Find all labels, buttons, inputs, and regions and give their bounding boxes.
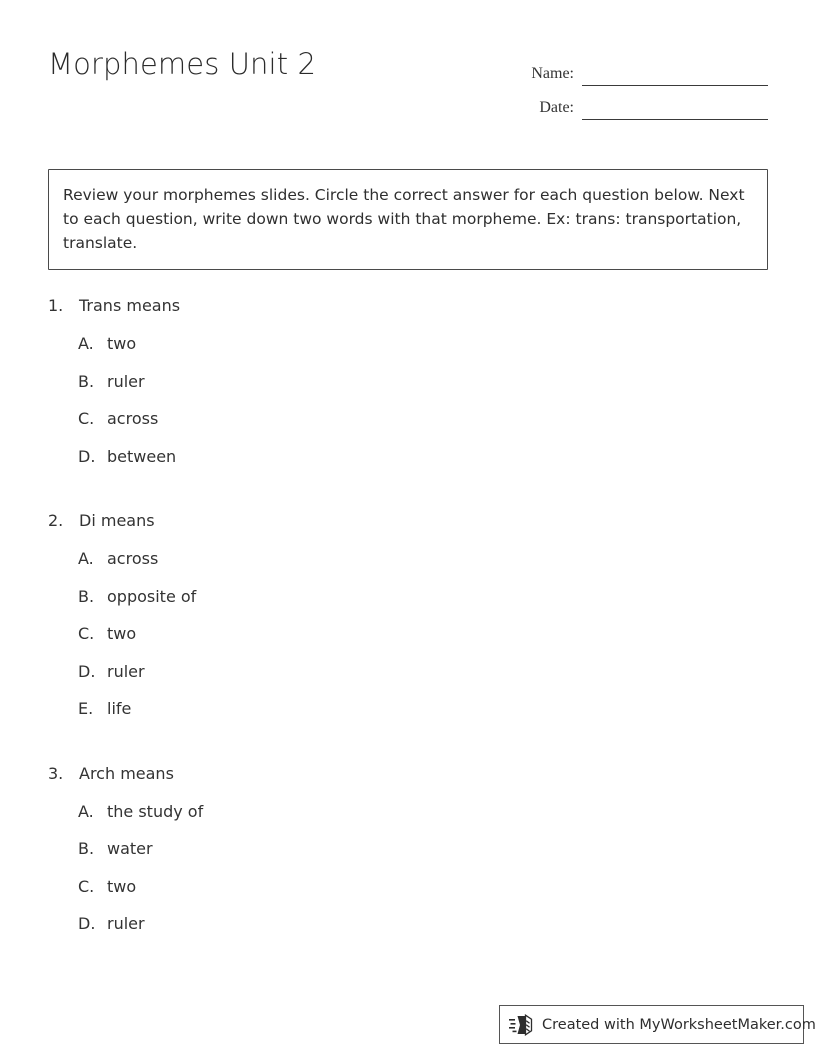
option-text: the study of: [107, 801, 204, 821]
option-text: across: [107, 549, 159, 568]
answer-option[interactable]: [48, 548, 768, 586]
worksheet-maker-logo-icon: [509, 1014, 535, 1036]
option-letter: C.: [78, 876, 95, 896]
option-text: opposite of: [107, 586, 197, 606]
answer-option[interactable]: [48, 333, 768, 371]
name-input-line[interactable]: [582, 65, 768, 86]
date-field-label: Date:: [539, 99, 574, 116]
option-text: ruler: [107, 661, 145, 681]
question-text: Arch means: [79, 763, 174, 783]
question-item: [48, 510, 768, 736]
question-prompt-row: [48, 763, 768, 785]
date-input-line[interactable]: [582, 99, 768, 120]
answer-option[interactable]: [48, 801, 768, 839]
answer-option[interactable]: [48, 698, 768, 736]
question-number: 3.: [48, 763, 64, 783]
question-number: 1.: [48, 296, 64, 315]
option-text: two: [107, 624, 137, 643]
answer-option[interactable]: [48, 446, 768, 484]
name-date-fields: [518, 52, 768, 120]
answer-option[interactable]: [48, 661, 768, 699]
name-field-label: Name:: [531, 65, 574, 82]
instructions-box: [48, 169, 768, 270]
page-title: Morphemes Unit 2: [48, 47, 317, 81]
option-text: ruler: [107, 914, 145, 933]
option-letter: D.: [78, 661, 96, 681]
answer-option[interactable]: [48, 586, 768, 624]
question-item: [48, 763, 768, 951]
option-letter: D.: [78, 914, 96, 933]
option-letter: C.: [78, 624, 95, 643]
question-number: 2.: [48, 511, 64, 530]
option-letter: D.: [78, 446, 96, 466]
question-text: Trans means: [79, 296, 181, 315]
answer-option[interactable]: [48, 876, 768, 914]
instructions-text: Review your morphemes slides. Circle the correct answer for each question below. Next to each question, write down two words with that morpheme. Ex: trans: transportation, translate.: [63, 186, 745, 252]
answer-option[interactable]: [48, 408, 768, 446]
question-item: [48, 295, 768, 483]
questions-list: [48, 295, 768, 978]
answer-option[interactable]: [48, 913, 768, 951]
option-letter: A.: [78, 801, 94, 821]
option-letter: C.: [78, 409, 95, 428]
option-text: two: [107, 876, 137, 896]
option-letter: B.: [78, 586, 95, 606]
option-text: two: [107, 334, 137, 353]
answer-option[interactable]: [48, 838, 768, 876]
option-text: across: [107, 409, 159, 428]
name-field-row: [518, 52, 768, 86]
option-letter: A.: [78, 549, 94, 568]
answer-option[interactable]: [48, 371, 768, 409]
option-letter: A.: [78, 334, 94, 353]
option-text: between: [107, 446, 177, 466]
option-text: life: [107, 699, 132, 718]
question-prompt-row: [48, 510, 768, 532]
option-letter: E.: [78, 699, 94, 718]
date-field-row: [518, 86, 768, 120]
option-text: water: [107, 839, 153, 858]
option-text: ruler: [107, 371, 145, 391]
created-with-badge[interactable]: [499, 1005, 816, 1044]
created-with-label: Created with MyWorksheetMaker.com: [542, 1016, 816, 1033]
question-prompt-row: [48, 295, 768, 317]
answer-option[interactable]: [48, 623, 768, 661]
worksheet-header: [48, 44, 768, 124]
option-letter: B.: [78, 839, 95, 858]
question-text: Di means: [79, 511, 155, 530]
option-letter: B.: [78, 371, 95, 391]
